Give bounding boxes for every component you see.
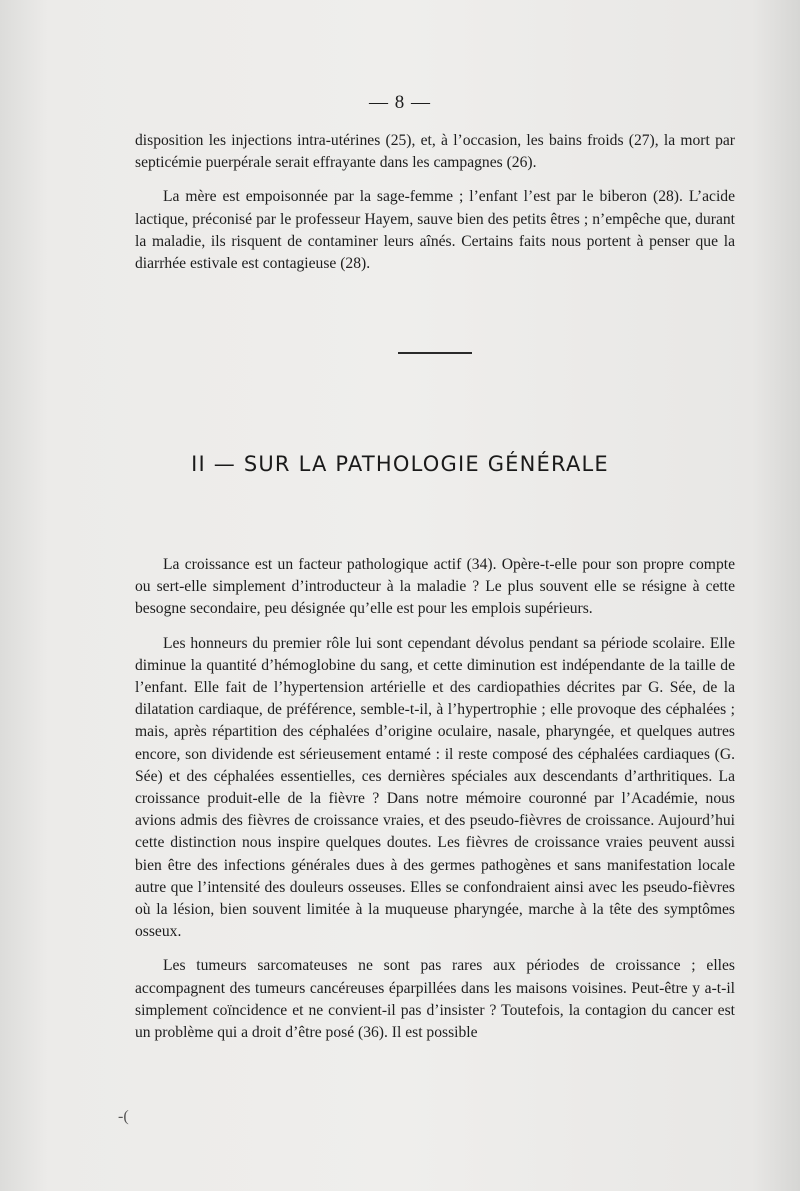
main-text-block <box>135 554 735 1056</box>
section-separator-rule <box>398 352 472 354</box>
paragraph-tumeurs: Les tumeurs sarcomateuses ne sont pas rares aux périodes de croissance ; elles accompagnent des tumeurs cancéreuses éparpillées dans les maisons voisines. Peut-être y a-t-il simplement coïncidence et ne convient-il pas d’insister ? Toutefois, la contagion du cancer est un problème qui a droit d’être posé (36). Il est possible <box>135 957 735 1042</box>
section-heading: II — SUR LA PATHOLOGIE GÉNÉRALE <box>191 452 609 476</box>
paragraph-premier-role: Les honneurs du premier rôle lui sont cependant dévolus pendant sa période scolaire. Elle diminue la quantité d’hémoglobine du sang, et cette diminution est indépendante de la taille de l’enfant. Elle fait de l’hypertension artérielle et des cardiopathies décrites par G. Sée, de la dilatation cardiaque, de préférence, semble-t-il, à l’hypertrophie ; elle provoque des céphalées ; mais, après répartition des céphalées d’origine oculaire, nasale, pharyngée, et quelques autres encore, son dividende est sérieusement entamé : il reste composé des céphalées cardiaques (G. Sée) et des céphalées essentielles, ces dernières spéciales aux descendants d’arthritiques. La croissance produit-elle de la fièvre ? Dans notre mémoire couronné par l’Académie, nous avions admis des fièvres de croissance vraies, et des pseudo-fièvres de croissance. Aujourd’hui cette distinction nous inspire quelques doutes. Les fièvres de croissance vraies peuvent aussi bien être des infections générales dues à des germes pathogènes et sans manifestation locale autre que l’intensité des douleurs osseuses. Elles se confondraient ainsi avec les pseudo-fièvres où la lésion, bien souvent limitée à la muqueuse pharyngée, marche à la tête des symptômes osseux. <box>135 634 735 941</box>
paragraph-mother-infant: La mère est empoisonnée par la sage-femme ; l’enfant l’est par le biberon (28). L’acide lactique, préconisé par le professeur Hayem, sauve bien des petits êtres ; n’empêche que, durant la maladie, ils risquent de contaminer leurs aînés. Certains faits nous portent à penser que la diarrhée estivale est contagieuse (28). <box>135 188 735 273</box>
paragraph-croissance: La croissance est un facteur pathologique actif (34). Opère-t-elle pour son propre compte ou sert-elle simplement d’introducteur à la maladie ? Le plus souvent elle se résigne à cette besogne secondaire, peu désignée qu’elle est pour les emplois supérieurs. <box>135 556 735 618</box>
margin-pencil-mark: -( <box>118 1108 129 1125</box>
top-text-block <box>135 130 735 287</box>
paragraph-continuation: disposition les injections intra-utérines (25), et, à l’occasion, les bains froids (27), la mort par septicémie puerpérale serait effrayante dans les campagnes (26). <box>135 132 735 172</box>
page-number: — 8 — <box>369 92 431 113</box>
